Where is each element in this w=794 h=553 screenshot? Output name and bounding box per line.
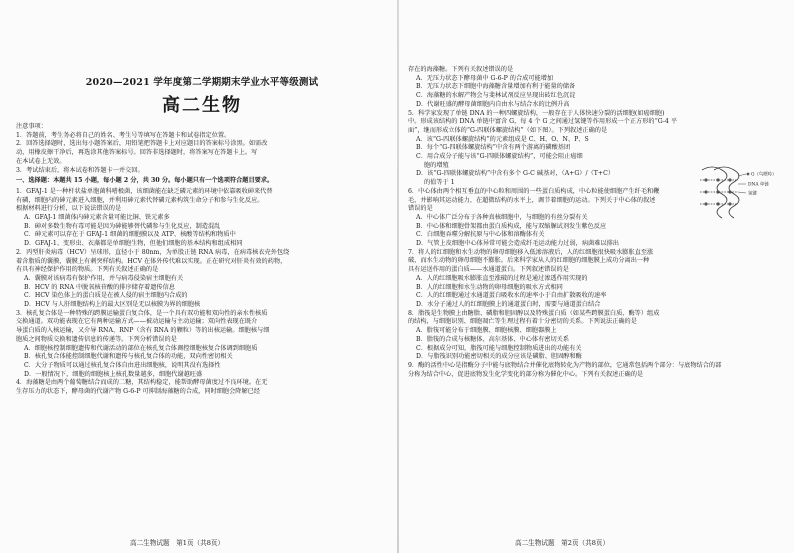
page-2 [400,0,794,553]
page-footer: 高二生物试题 第2页（共8页） [515,539,610,547]
answer-option: C．根据成分可知，脂筏可能与细胞控制物质进出的功能有关 [416,344,582,352]
legend-label-g: G（鸟嘌呤） [751,172,776,178]
notice-line: 1．答题前，考生务必将自己的姓名、考生号等填写在答题卡和试卷指定位置。 [16,131,231,139]
answer-option: D．一般情况下，细胞的细胞核上核孔数量越多，细胞代谢越旺盛 [24,370,203,378]
g-quadruplex-figure [694,160,776,226]
page-2-questions-top [408,66,780,110]
question-text: 的结构，与细胞识别、细胞凋亡等生理过程有着十分密切的关系。下列说法正确的是 [408,318,637,326]
answer-option: B．HCV 的 RNA 中脱氧核苷酸的排序储存着遗传信息 [24,283,175,291]
question-text: 8．脂筏是生物膜上由糖脂、磷脂和胆固醇以及特殊蛋白质（如某些跨膜蛋白质、酶等）组成 [408,309,660,317]
answer-option: A．囊膜对该病毒有保护作用，并与病毒侵染宿主细胞有关 [24,274,184,282]
question-text: 分称为结合中心，促进底物发生化学变化的部分称为催化中心。下列有关叙述正确的是 [408,370,644,378]
page-1-questions [16,188,388,397]
question-text: 4．海藻糖是由两个葡萄糖结合而成的二糖，其结构稳定，能帮助酵母菌度过不良环境。在无 [16,379,268,387]
page-footer: 高二生物试题 第1页（共8页） [130,539,225,547]
question-text: 1．GFAJ-1 是一种杆状盐单胞菌科嗜极菌，该细菌能在缺乏磷元素的环境中依靠吸收砷来代替 [16,187,273,195]
answer-option: 胞的增殖 [424,161,449,169]
answer-option: B．每个“G-四联体螺旋结构”中含有两个游离的磷酸基团 [416,144,571,152]
question-text: 7．将人的红细胞和水生动物的卵母细胞移入低渗溶液后，人的红细胞很快吸水膨胀直至涨 [408,248,654,256]
answer-option: C．HCV 染色体上的蛋白质是在被人侵的宿主细胞内合成的 [24,292,188,300]
answer-option: C．大分子物质可以通过核孔复合体自由进出细胞核，说明其没有选择性 [24,361,221,369]
question-text: 面”，继而形成立体的“G-四联体螺旋结构”（如下图）。下列叙述正确的是 [408,126,608,134]
question-text: 有具有神经保护作用的物质。下列有关叙述正确的是 [16,266,159,274]
notice-line: 3．考试结束后，将本试卷和答题卡一并交回。 [16,166,144,174]
answer-option: B．核孔复合体能控制细胞代谢和遗传与核孔复合体的功能，双向性密切相关 [24,353,233,361]
answer-option: A．脂筏可能分布于细胞膜、细胞核膜、细胞器膜上 [416,327,557,335]
legend-label-strand: DNA 单链 [748,182,769,188]
answer-option: C．人的红细胞通过水通道蛋白吸收水的速率小于自由扩散吸收的速率 [416,292,607,300]
answer-option: D．水分子通过人的红细胞膜上的通道蛋白时，需要与通道蛋白结合 [416,300,601,308]
subject-title: 高二生物 [162,95,242,116]
question-text: 生存压力的状态下，酵母菌的代谢产物 G-6-P 可抑制海藻糖的合成，同时细胞会降解已经 [16,388,261,396]
question-text: 3．核孔复合体是一种特殊的跨膜运输蛋白复合体，是一个具有双功能和双向性的亲水性核质 [16,309,268,317]
answer-option: B．无压力状态下细胞中海藻糖含量增加有利于能量的储备 [416,83,576,91]
answer-option: D．气管上皮细胞中心体异常可能会造成纤毛运动能力过弱，病菌难以排出 [416,240,619,248]
question-text: 毛，并影响其运动能力，在超微结构的水平上，调节着细胞的运动。下列关于中心体的叙述 [408,196,656,204]
question-text: 错误的是 [408,205,433,213]
answer-option: B．中心体和细胞骨架都由蛋白质构成，能与双缩脲试剂发生紫色反应 [416,222,607,230]
answer-option: A．无压力状态下酵母菌中 G-6-P 的合成可能增加 [416,74,554,82]
question-text: 有磷，细胞内的砷元素进入细胞，并利用砷元素代替磷元素构筑生命分子和参与生化反应。 [16,196,264,204]
legend-label-hbond: 氢键 [748,191,757,197]
answer-option: B．脂筏的合成与核糖体、高尔基体、中心体有密切关系 [416,335,570,343]
question-text: 5．科学家发现了单链 DNA 的一种四螺旋结构，一般存在于人体快速分裂的活细胞(如癌细胞) [408,109,665,117]
question-text: 具有运送作用的蛋白质——水通道蛋白。下列叙述错误的是 [408,266,569,274]
answer-option: C．海藻糖的水解产物会与斐林试剂反应呈现出砖红色沉淀 [416,92,576,100]
notice-line: 动，用橡皮擦干净后，再选涂其他答案标号。回答非选择题时，将答案写在答题卡上。写 [16,149,258,157]
question-text: 破，而水生动物的卵母细胞不膨胀。后来科学家从人的红细胞的细胞膜上成功分离出一种 [408,257,650,265]
answer-option: D．该“G-四联体螺旋结构”中含有多个 G-C 碱基对，（A+G）/（T+C） [416,170,615,178]
legend-swatch-g [747,173,750,176]
question-text: 交换通道。双功能表现在它有两种运输方式——被动运输与主动运输；双向性表现在既介 [16,318,258,326]
notice-title: 注意事项： [16,123,47,130]
page-divider [397,0,399,553]
notice-line: 在本试卷上无效。 [16,157,66,165]
answer-option: A．该“G-四联体螺旋结构”的元素组成是 C、H、O、N、P、S [416,135,589,143]
question-text: 9．酶的活性中心是指酶分子中能与底物结合并催化底物转化为产物的部位，它通常包括两个部分：与底物结合的部 [408,361,722,369]
answer-option: D．与脂筏识别功能密切相关的成分应该是磷脂、胆固醇和酶 [416,353,582,361]
answer-option: A．GFAJ-1 细菌体内砷元素含量可能比铜、铁元素多 [24,214,170,222]
answer-option: B．砷对多数生物有毒可能是因为砷能够替代磷参与生化反应，制造混乱 [24,222,221,230]
answer-option: A．细胞核控制细胞遗传和代谢活动的部位在核孔复合体调控细胞核复合体调到细胞质 [24,344,258,352]
question-text: 导蛋白质的入核运输，又介导 RNA、RNP（含有 RNA 的颗粒）等的出核运输。细胞核与细 [16,327,270,335]
answer-option: D．GFAJ-1、变形虫、衣藻都是单细胞生物，但他们细胞的基本结构和组成相同 [24,240,243,248]
question-text: 着含脂质的囊膜，囊膜上有刺突样结构。HCV 在体外传代难以实现。正在研究对肝炎有效的药物， [16,257,287,265]
question-text: 根据材料进行分析，以下说法错误的是 [16,205,122,213]
notice-line: 2．回答选择题时，选出每小题答案后，用铅笔把答题卡上对应题目的答案标号涂黑。如需改 [16,140,268,148]
exam-title: 2020—2021 学年度第二学期期末学业水平等级测试 [85,77,319,88]
question-text: 胞质之间物质交换和遗传信息的传递等。下列分析错误的是 [16,335,177,343]
answer-option: D．HCV 与人肝细胞结构上的最大区别是无以核膜为界的细胞核 [24,301,201,309]
answer-option: C．用合成分子能与该“G-四联体螺旋结构”，可能会阻止癌细 [416,153,583,161]
answer-option: C．白细胞吞噬分解抗原与中心体和溶酶体有关 [416,231,545,239]
section-title: 一、选择题：本题共 15 小题，每小题 2 分，共 30 分。每小题只有一个选项符合题目要求。 [16,177,274,185]
answer-option: B．人的红细胞和水生动物的卵母细胞的吸水方式相同 [416,283,563,291]
answer-option: A．中心体广泛分布于各种真核细胞中，与细胞的有丝分裂有关 [416,213,588,221]
answer-option: A．人的红细胞吸水膨胀直至涨破的过程是通过渗透作用实现的 [416,274,588,282]
answer-option: 的值等于 1 [424,179,455,187]
question-text: 6．中心体由两个相互垂直的中心粒和周围的一些蛋白质构成，中心粒能使细胞产生纤毛和鞭 [408,187,660,195]
question-text: 2．丙型肝炎病毒（HCV）呈球形，直径小于 80nm，为单股正链 RNA 病毒，在病毒核衣壳外包绕 [16,248,290,256]
question-text: 中。形成该结构的 DNA 单链中富含 G，每 4 个 G 之间通过氢键等作用形成一个正方形的“G-4 平 [408,118,678,126]
answer-option: C．砷元素可以存在于 GFAJ-1 细菌的细胞膜以及 ATP、核酸等结构和物质中 [24,231,236,239]
question-text: 存在的海藻糖。下列有关叙述错误的是 [408,66,514,73]
answer-option: D．代谢旺盛的酵母菌细胞内自由水与结合水的比例升高 [416,100,570,108]
